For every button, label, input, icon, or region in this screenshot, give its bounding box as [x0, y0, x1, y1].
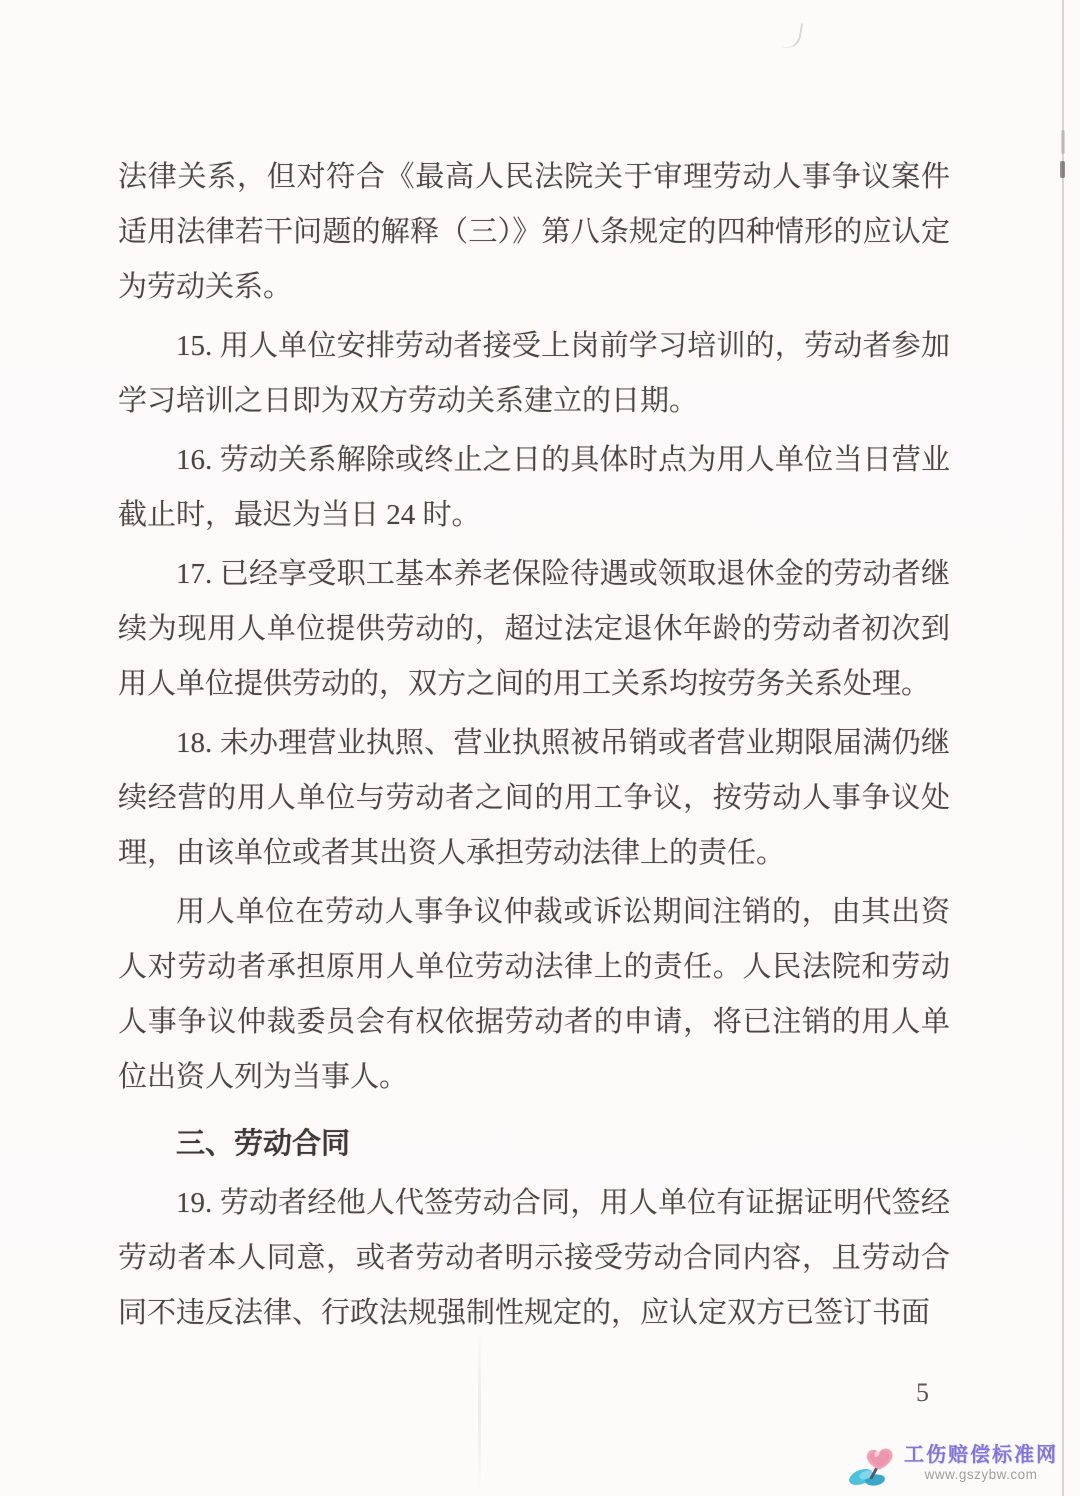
paragraph: 18. 未办理营业执照、营业执照被吊销或者营业期限届满仍继续经营的用人单位与劳动者之间的用工争议，按劳动人事争议处理，由该单位或者其出资人承担劳动法律上的责任。 [118, 727, 950, 869]
page-number: 5 [916, 1378, 929, 1407]
document-body [118, 146, 950, 1345]
scan-artifact-curl [782, 21, 803, 51]
butterfly-logo-icon [848, 1444, 900, 1490]
paragraph: 17. 已经享受职工基本养老保险待遇或领取退休金的劳动者继续为现用人单位提供劳动的，超过法定退休年龄的劳动者初次到用人单位提供劳动的，双方之间的用工关系均按劳务关系处理。 [118, 558, 950, 700]
watermark-site-url: www.gszybw.com [924, 1467, 1038, 1482]
paragraph: 15. 用人单位安排劳动者接受上岗前学习培训的，劳动者参加学习培训之日即为双方劳动关系建立的日期。 [118, 330, 950, 417]
site-watermark [848, 1436, 1058, 1490]
paragraph: 法律关系，但对符合《最高人民法院关于审理劳动人事争议案件适用法律若干问题的解释（三）》第八条规定的四种情形的应认定为劳动关系。 [118, 161, 950, 303]
paragraph: 19. 劳动者经他人代签劳动合同，用人单位有证据证明代签经劳动者本人同意，或者劳动者明示接受劳动合同内容，且劳动合同不违反法律、行政法规强制性规定的，应认定双方已签订书面 [118, 1187, 950, 1329]
section-heading: 三、劳动合同 [176, 1128, 351, 1160]
paragraph: 16. 劳动关系解除或终止之日的具体时点为用人单位当日营业截止时，最迟为当日 24 时。 [118, 444, 950, 531]
page-edge-line [1062, 0, 1064, 1496]
paragraph: 用人单位在劳动人事争议仲裁或诉讼期间注销的，由其出资人对劳动者承担原用人单位劳动法律上的责任。人民法院和劳动人事争议仲裁委员会有权依据劳动者的申请，将已注销的用人单位出资人列为当事人。 [118, 896, 950, 1093]
scan-artifact-tick-light [1061, 130, 1065, 154]
watermark-site-name: 工伤赔偿标准网 [904, 1444, 1058, 1466]
watermark-text-block [904, 1443, 1058, 1483]
scan-artifact-tick [1060, 161, 1065, 178]
scan-crease [478, 1330, 481, 1490]
